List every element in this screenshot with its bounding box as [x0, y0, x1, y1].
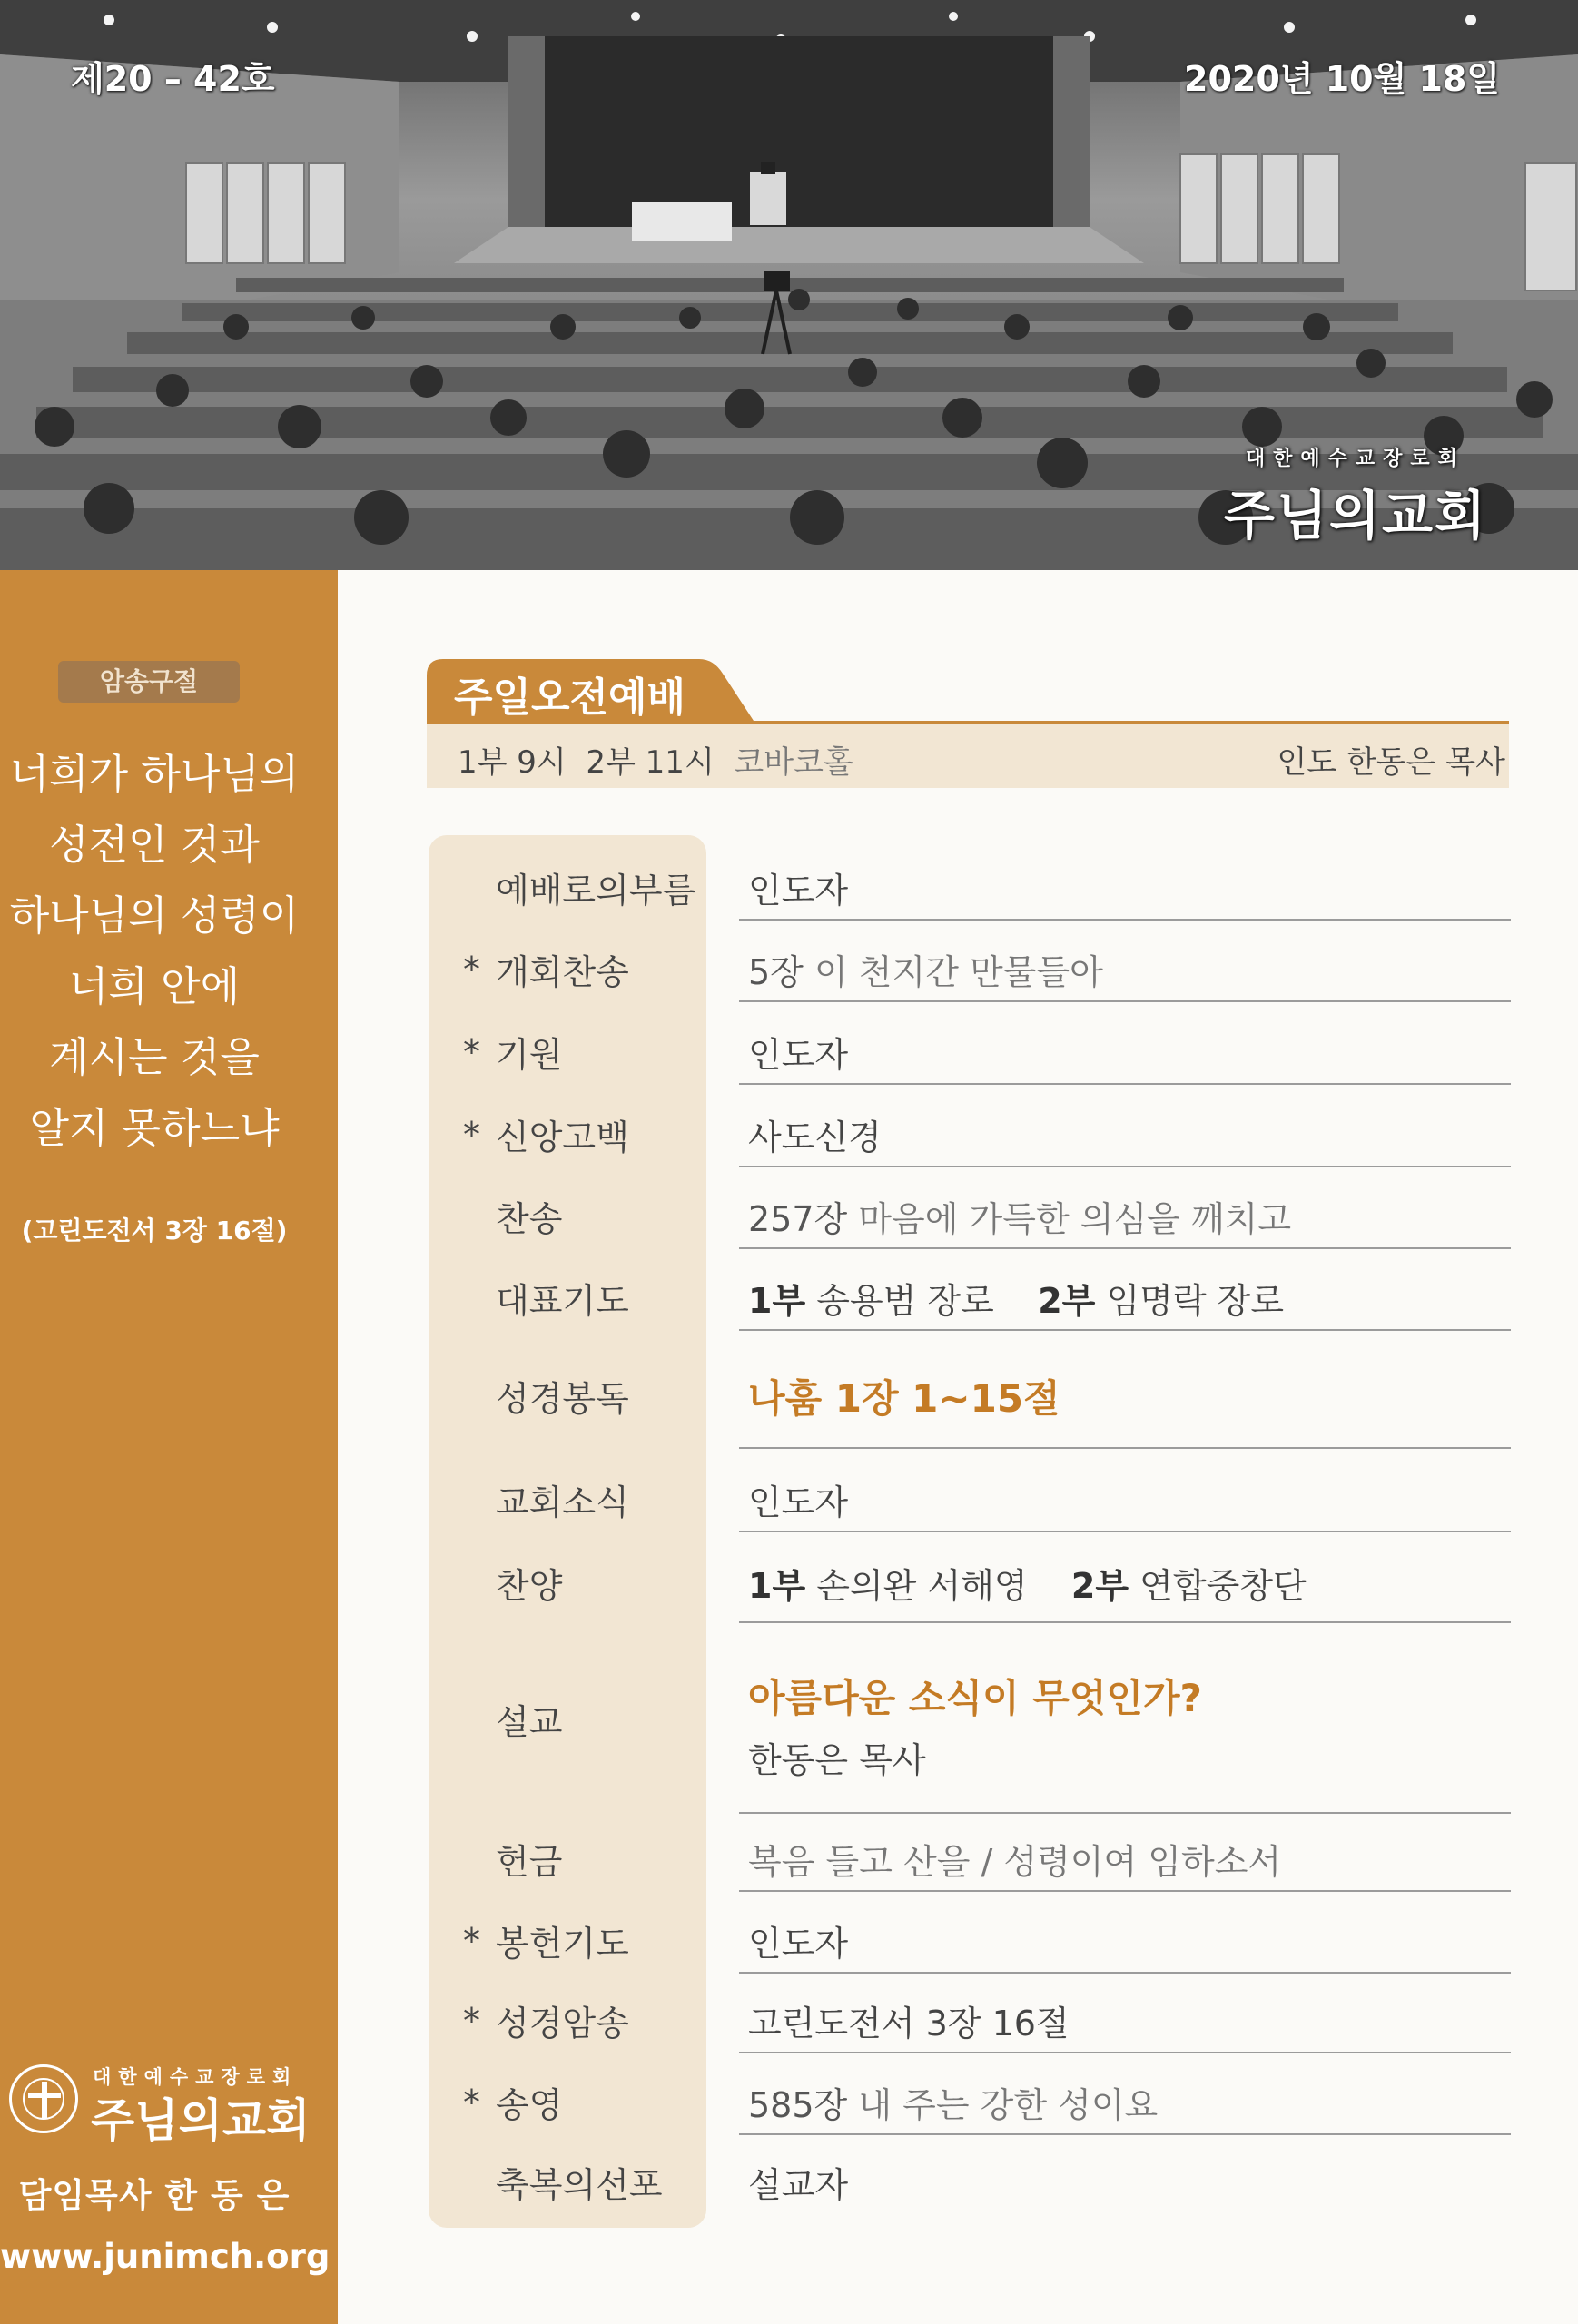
service-venue: 코바코홀: [734, 744, 853, 781]
required-star: *: [463, 2082, 480, 2122]
order-value: 설교자: [748, 2165, 849, 2205]
sermon-preacher: 한동은 목사: [748, 1740, 926, 1780]
order-label: 축복의선포: [496, 2165, 663, 2205]
leader-label: 인도: [1277, 744, 1337, 781]
required-star: *: [463, 949, 480, 990]
person-name: 연합중창단: [1139, 1566, 1307, 1606]
required-star: *: [463, 1031, 480, 1072]
order-value: [748, 1191, 1291, 1241]
verse-reference: (고린도전서 3장 16절): [21, 1216, 288, 1246]
order-value: 인도자: [748, 1924, 849, 1964]
service-leader: [1277, 737, 1505, 782]
service-part: 1부: [748, 1281, 806, 1321]
order-value: 사도신경: [748, 1118, 882, 1157]
order-label: 예배로의부름: [496, 871, 696, 911]
scripture-reading: 나훔 1장 1~15절: [748, 1376, 1060, 1421]
verse-line: 성전인 것과: [49, 821, 260, 869]
order-label: 교회소식: [496, 1482, 629, 1522]
order-value: [748, 2077, 1158, 2127]
order-value: 복음 들고 산을 / 성령이여 임하소서: [748, 1842, 1282, 1882]
order-value: 인도자: [748, 1482, 849, 1522]
memory-verse-text: [0, 739, 309, 1164]
denomination-label: 대한예수교장로회: [93, 2066, 299, 2088]
required-star: *: [463, 2000, 480, 2041]
hymn-number: 585장: [748, 2085, 848, 2125]
hymn-title: 내 주는 강한 성이요: [858, 2085, 1159, 2125]
memory-verse-sidebar: [0, 570, 338, 2324]
person-name: 임명락 장로: [1106, 1281, 1285, 1321]
order-label: 송영: [496, 2085, 563, 2125]
order-value: [748, 944, 1103, 994]
verse-line: 너희가 하나님의: [9, 750, 300, 798]
website-link[interactable]: www.junimch.org: [0, 2237, 330, 2276]
required-star: *: [463, 1920, 480, 1961]
hymn-number: 5장: [748, 952, 804, 992]
verse-line: 하나님의 성령이: [9, 891, 300, 940]
order-label: 신앙고백: [496, 1118, 629, 1157]
second-service-time: 2부 11시: [586, 744, 715, 781]
verse-line: 너희 안에: [68, 962, 241, 1010]
church-seal-icon: [9, 2064, 78, 2133]
leader-name: 한동은 목사: [1346, 744, 1505, 781]
issue-date: 2020년 10월 18일: [1184, 59, 1501, 99]
church-name: 주님의교회: [91, 2094, 311, 2147]
order-label: 설교: [496, 1702, 563, 1742]
church-name: 주님의교회: [1223, 485, 1487, 547]
church-logo-overlay: [1224, 443, 1487, 549]
order-label: 대표기도: [496, 1281, 629, 1321]
service-part: 2부: [1038, 1281, 1096, 1321]
hymn-number: 257장: [748, 1199, 848, 1239]
order-value: [748, 1273, 1284, 1323]
header-photo: [0, 0, 1578, 570]
hymn-title: 이 천지간 만물들아: [814, 952, 1103, 992]
order-label: 찬양: [496, 1566, 563, 1606]
order-label: 개회찬송: [496, 952, 629, 992]
person-name: 손의완 서해영: [816, 1566, 1028, 1606]
first-service-time: 1부 9시: [458, 744, 567, 781]
verse-line: 알지 못하느냐: [29, 1104, 280, 1152]
person-name: 송용범 장로: [816, 1281, 994, 1321]
hymn-title: 마음에 가득한 의심을 깨치고: [858, 1199, 1292, 1239]
service-times: [458, 737, 853, 782]
verse-line: 계시는 것을: [49, 1033, 260, 1081]
issue-number: 제20 – 42호: [71, 59, 275, 99]
order-value: 인도자: [748, 1035, 849, 1075]
order-label: 기원: [496, 1035, 563, 1075]
order-value: [748, 1558, 1307, 1608]
sermon-title: 아름다운 소식이 무엇인가?: [748, 1676, 1202, 1720]
senior-pastor: 담임목사 한 동 은: [18, 2176, 291, 2215]
order-label: 헌금: [496, 1842, 563, 1882]
service-title: 주일오전예배: [454, 675, 686, 721]
church-logo: [7, 2059, 334, 2147]
service-part: 1부: [748, 1566, 806, 1606]
required-star: *: [463, 1114, 480, 1155]
denomination-label: 대한예수교장로회: [1245, 448, 1465, 470]
order-value: 고린도전서 3장 16절: [748, 2004, 1070, 2043]
order-label: 봉헌기도: [496, 1924, 629, 1964]
order-label: 찬송: [496, 1199, 563, 1239]
service-part: 2부: [1070, 1566, 1129, 1606]
order-value: 인도자: [748, 871, 849, 911]
order-label: 성경암송: [496, 2004, 629, 2043]
order-label: 성경봉독: [496, 1379, 629, 1419]
memory-verse-tag: 암송구절: [58, 661, 240, 703]
